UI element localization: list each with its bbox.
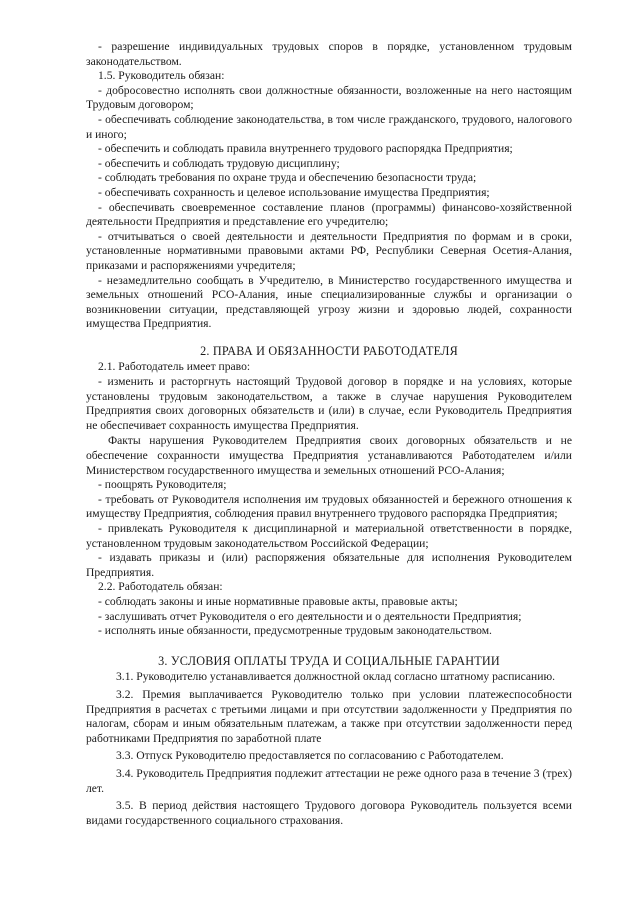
list-item: - соблюдать требования по охране труда и обеспечению безопасности труда; <box>98 171 477 185</box>
clause: 3.3. Отпуск Руководителю предоставляется по согласованию с Работодателем. <box>116 749 504 763</box>
list-item: - требовать от Руководителя исполнения им трудовых обязанностей и бережного отношения к имуществу Предприятия, соблюдения правил внутреннего трудового распорядка Предприятия; <box>86 492 572 521</box>
clause-heading: 2.2. Работодатель обязан: <box>98 580 223 594</box>
list-item: - заслушивать отчет Руководителя о его деятельности и о деятельности Предприятия; <box>98 609 522 623</box>
clause-heading: 2.1. Работодатель имеет право: <box>98 360 251 374</box>
list-item: - обеспечить и соблюдать трудовую дисциплину; <box>98 156 340 170</box>
list-item: - обеспечивать сохранность и целевое использование имущества Предприятия; <box>98 185 490 199</box>
clause: 3.4. Руководитель Предприятия подлежит аттестации не реже одного раза в течение 3 (трех) лет. <box>86 766 572 795</box>
list-item: - издавать приказы и (или) распоряжения обязательные для исполнения Руководителем Предприятия. <box>86 551 572 579</box>
list-item: - обеспечить и соблюдать правила внутреннего трудового распорядка Предприятия; <box>98 142 513 156</box>
list-item: - отчитываться о своей деятельности и деятельности Предприятия по формам и в сроки, установленные нормативными правовыми актами РФ, Республики Северная Осетия-Алания, приказами и распоряжениями учредителя; <box>86 229 572 272</box>
clause: 3.1. Руководителю устанавливается должностной оклад согласно штатному расписанию. <box>116 670 555 684</box>
list-item: - привлекать Руководителя к дисциплинарной и материальной ответственности в порядке, установленном трудовым законодательством Российской Федерации; <box>86 522 572 550</box>
list-item: - добросовестно исполнять свои должностные обязанности, возложенные на него настоящим Трудовым договором; <box>86 83 572 112</box>
section-heading: 2. ПРАВА И ОБЯЗАННОСТИ РАБОТОДАТЕЛЯ <box>200 343 458 358</box>
list-item: - обеспечивать соблюдение законодательства, в том числе гражданского, трудового, налогового и иного; <box>86 112 572 141</box>
list-item: - исполнять иные обязанности, предусмотренные трудовым законодательством. <box>98 624 492 638</box>
paragraph: - разрешение индивидуальных трудовых споров в порядке, установленном трудовым законодательством. <box>86 40 572 68</box>
clause-heading: 1.5. Руководитель обязан: <box>98 69 225 83</box>
list-item: - соблюдать законы и иные нормативные правовые акты, правовые акты; <box>98 594 458 608</box>
document-body <box>86 40 572 828</box>
list-item: - незамедлительно сообщать в Учредителю, в Министерство государственного имущества и земельных отношений РСО-Алания, иные специализированные службы и организации о возникновении ситуации, представляющей угрозу жизни и здоровью людей, сохранности имущества Предприятия. <box>86 273 572 331</box>
list-item: - поощрять Руководителя; <box>98 478 227 492</box>
list-item: - обеспечивать своевременное составление планов (программы) финансово-хозяйственной деятельности Предприятия и представление его учредителю; <box>86 200 572 229</box>
clause: 3.5. В период действия настоящего Трудового договора Руководитель пользуется всеми видами государственного социального страхования. <box>86 799 572 827</box>
clause: 3.2. Премия выплачивается Руководителю только при условии платежеспособности Предприятия в расчетах с третьими лицами и при отсутствии задолженности у Предприятия по налогам, сборам и иным обязательным платежам, а также при отсутствии задолженности перед работниками Предприятия по заработной плате <box>86 687 572 745</box>
paragraph: Факты нарушения Руководителем Предприятия своих договорных обязательств и не обеспечение сохранности имущества Предприятия устанавливаются Работодателем и/или Министерством государственного имущества и земельных отношений РСО-Алания; <box>86 434 572 477</box>
section-heading: 3. УСЛОВИЯ ОПЛАТЫ ТРУДА И СОЦИАЛЬНЫЕ ГАРАНТИИ <box>158 653 500 668</box>
list-item: - изменить и расторгнуть настоящий Трудовой договор в порядке и на условиях, которые установлены трудовым законодательством, а также в случае нарушения Руководителем Предприятия своих договорных обязательств и (или) в случае, если Руководитель Предприятия не обеспечивает сохранность имущества Предприятия. <box>86 375 572 432</box>
